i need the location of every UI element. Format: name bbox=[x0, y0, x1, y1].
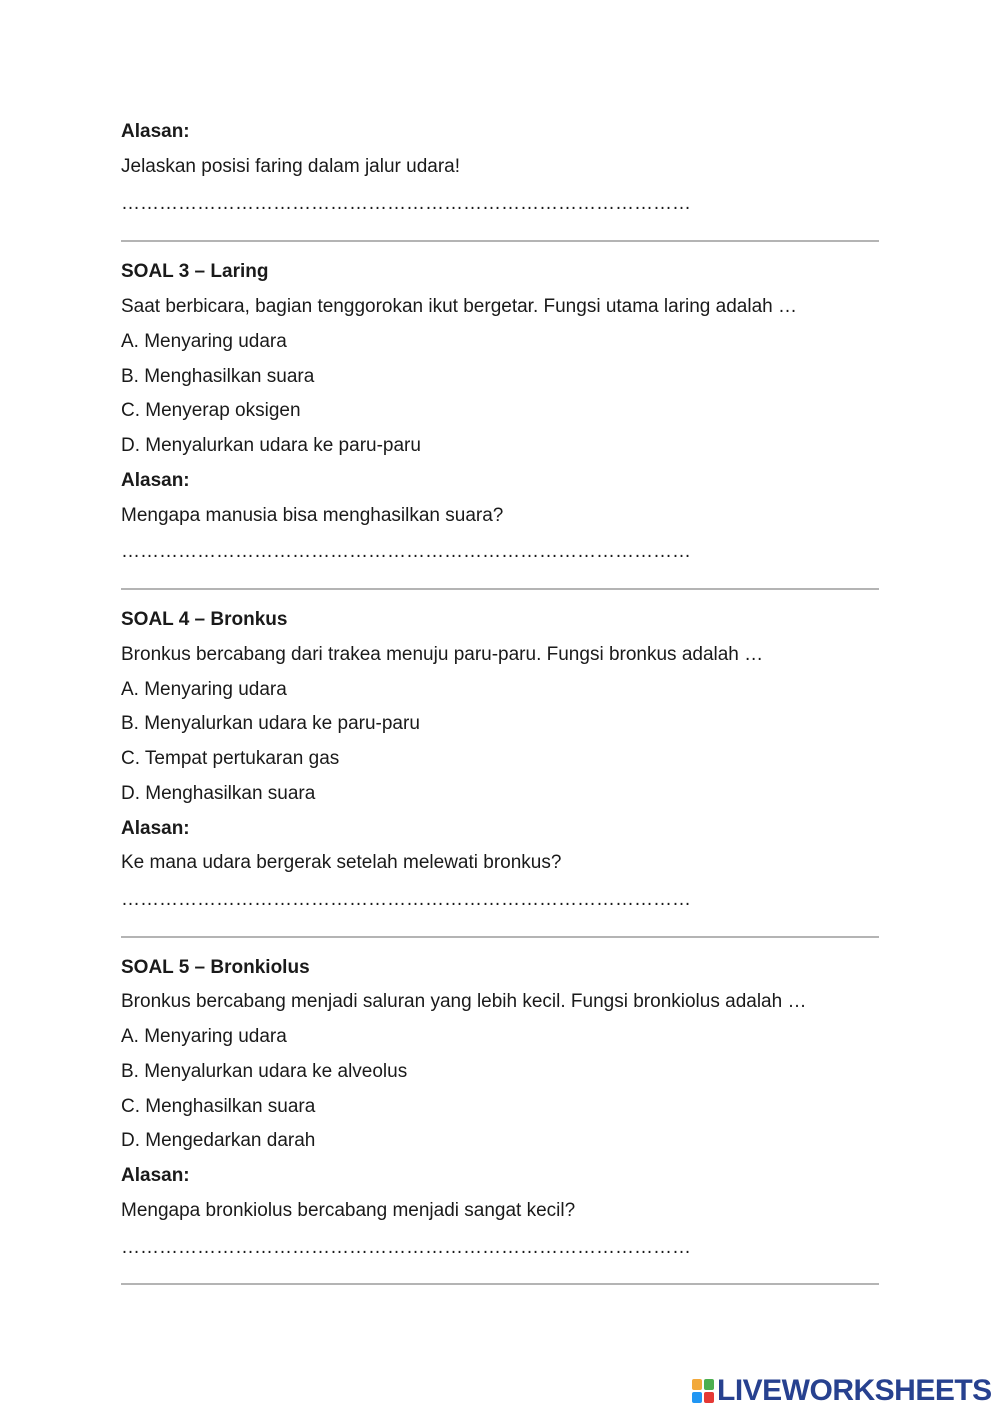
option-b[interactable]: B. Menghasilkan suara bbox=[121, 366, 315, 387]
reason-label: Alasan: bbox=[121, 470, 190, 491]
reason-question: Mengapa bronkiolus bercabang menjadi sangat kecil? bbox=[121, 1200, 576, 1221]
section-divider bbox=[121, 936, 879, 938]
option-c[interactable]: C. Menghasilkan suara bbox=[121, 1096, 316, 1117]
option-b[interactable]: B. Menyalurkan udara ke alveolus bbox=[121, 1061, 408, 1082]
option-a[interactable]: A. Menyaring udara bbox=[121, 679, 287, 700]
answer-line[interactable]: ……………………………………………………………………………… bbox=[121, 1237, 691, 1258]
option-b[interactable]: B. Menyalurkan udara ke paru-paru bbox=[121, 713, 420, 734]
question-title: SOAL 5 – Bronkiolus bbox=[121, 957, 310, 978]
brand-name: LIVEWORKSHEETS bbox=[717, 1374, 992, 1407]
question-prompt: Bronkus bercabang menjadi saluran yang lebih kecil. Fungsi bronkiolus adalah … bbox=[121, 991, 807, 1012]
option-c[interactable]: C. Menyerap oksigen bbox=[121, 400, 301, 421]
question-title: SOAL 4 – Bronkus bbox=[121, 609, 288, 630]
logo-tile bbox=[692, 1392, 702, 1403]
question-prompt: Saat berbicara, bagian tenggorokan ikut bergetar. Fungsi utama laring adalah … bbox=[121, 296, 797, 317]
reason-label: Alasan: bbox=[121, 1165, 190, 1186]
option-d[interactable]: D. Menyalurkan udara ke paru-paru bbox=[121, 435, 421, 456]
answer-line[interactable]: ……………………………………………………………………………… bbox=[121, 541, 691, 562]
answer-line[interactable]: ……………………………………………………………………………… bbox=[121, 193, 691, 214]
liveworksheets-logo[interactable] bbox=[692, 1376, 992, 1406]
logo-tile bbox=[704, 1379, 714, 1390]
liveworksheets-logo-icon bbox=[692, 1379, 714, 1403]
section-divider bbox=[121, 240, 879, 242]
reason-question: Mengapa manusia bisa menghasilkan suara? bbox=[121, 505, 504, 526]
option-d[interactable]: D. Menghasilkan suara bbox=[121, 783, 316, 804]
option-a[interactable]: A. Menyaring udara bbox=[121, 331, 287, 352]
section-divider bbox=[121, 1283, 879, 1285]
answer-line[interactable]: ……………………………………………………………………………… bbox=[121, 889, 691, 910]
reason-label: Alasan: bbox=[121, 818, 190, 839]
reason-question: Ke mana udara bergerak setelah melewati bronkus? bbox=[121, 852, 562, 873]
question-title: SOAL 3 – Laring bbox=[121, 261, 269, 282]
reason-label: Alasan: bbox=[121, 121, 190, 142]
option-c[interactable]: C. Tempat pertukaran gas bbox=[121, 748, 340, 769]
option-a[interactable]: A. Menyaring udara bbox=[121, 1026, 287, 1047]
option-d[interactable]: D. Mengedarkan darah bbox=[121, 1130, 316, 1151]
section-divider bbox=[121, 588, 879, 590]
logo-tile bbox=[692, 1379, 702, 1390]
reason-question: Jelaskan posisi faring dalam jalur udara! bbox=[121, 156, 461, 177]
question-prompt: Bronkus bercabang dari trakea menuju paru-paru. Fungsi bronkus adalah … bbox=[121, 644, 764, 665]
logo-tile bbox=[704, 1392, 714, 1403]
